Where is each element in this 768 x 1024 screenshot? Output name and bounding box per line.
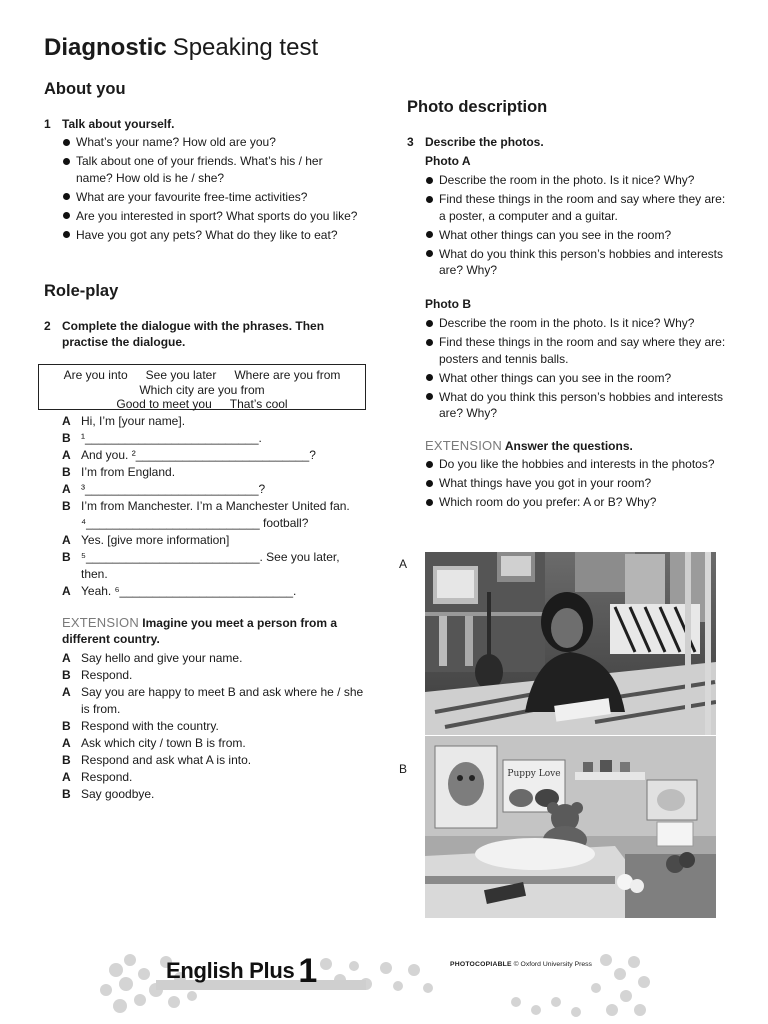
dialogue-text: ⁵__________________________. See you later, then. xyxy=(81,550,340,581)
photo-b-title: Photo B xyxy=(425,297,471,311)
phrase: See you later xyxy=(145,368,217,382)
speaker-label: A xyxy=(62,414,71,428)
photo-b-image xyxy=(425,736,716,918)
title-main: Diagnostic xyxy=(44,34,167,61)
dialogue-line xyxy=(62,430,364,447)
dialogue-line xyxy=(62,583,364,600)
question-text: Complete the dialogue with the phrases. Then practise the dialogue. xyxy=(62,319,325,349)
speaker-label: B xyxy=(62,550,71,564)
bullet-item: What’s your name? How old are you? xyxy=(62,134,362,151)
phrase: Which city are you from xyxy=(139,382,265,397)
dialogue-text: Say hello and give your name. xyxy=(81,651,243,665)
bullet-item: What other things can you see in the room? xyxy=(425,370,730,387)
dialogue-text: Yes. [give more information] xyxy=(81,533,230,547)
phrase-row xyxy=(45,368,359,383)
question-2 xyxy=(44,318,362,350)
dialogue xyxy=(62,413,364,600)
bullet-item: What are your favourite free-time activities? xyxy=(62,189,362,206)
title-sub: Speaking test xyxy=(172,34,319,61)
dialogue-line xyxy=(62,464,364,481)
dialogue-text: Respond. xyxy=(81,770,133,784)
photo-a xyxy=(425,552,716,735)
role-play-heading: Role-play xyxy=(44,282,119,300)
dialogue-line xyxy=(62,735,364,752)
speaker-label: A xyxy=(62,482,71,496)
dialogue-line xyxy=(62,549,364,583)
extension-label: EXTENSION xyxy=(62,615,139,630)
speaker-label: A xyxy=(62,651,71,665)
footer-copyright xyxy=(450,961,592,968)
question-text: Describe the photos. xyxy=(425,135,544,149)
bullet-item: Find these things in the room and say where they are: a poster, a computer and a guitar. xyxy=(425,191,730,224)
speaker-label: A xyxy=(62,685,71,699)
photo-a-image xyxy=(425,552,716,735)
dialogue-line xyxy=(62,532,364,549)
dialogue-text: I’m from England. xyxy=(81,465,176,479)
dialogue-line xyxy=(62,769,364,786)
dialogue-line xyxy=(62,498,364,532)
logo-number: 1 xyxy=(298,952,318,990)
question-1 xyxy=(44,116,364,132)
photo-description-heading: Photo description xyxy=(407,98,548,116)
extension-steps xyxy=(62,650,364,803)
dialogue-text: Hi, I’m [your name]. xyxy=(81,414,186,428)
bullet-item: What do you think this person’s hobbies and interests are? Why? xyxy=(425,246,730,279)
dialogue-line xyxy=(62,667,364,684)
bullet-item: What do you think this person’s hobbies and interests are? Why? xyxy=(425,389,730,422)
question-text: Talk about yourself. xyxy=(62,117,175,131)
question-3 xyxy=(407,134,725,150)
dialogue-text: Say goodbye. xyxy=(81,787,155,801)
dialogue-line xyxy=(62,718,364,735)
dialogue-text: Respond. xyxy=(81,668,133,682)
speaker-label: B xyxy=(62,431,71,445)
bullet-item: Which room do you prefer: A or B? Why? xyxy=(425,494,730,511)
dialogue-line xyxy=(62,786,364,803)
dialogue-text: Yeah. ⁶__________________________. xyxy=(81,584,297,598)
phrase: Are you into xyxy=(63,368,128,382)
speaker-label: B xyxy=(62,668,71,682)
speaker-label: B xyxy=(62,753,71,767)
phrase: That’s cool xyxy=(229,397,288,411)
question-number: 3 xyxy=(407,135,414,149)
dialogue-text: I’m from Manchester. I’m a Manchester United fan. ⁴__________________________ football? xyxy=(81,499,350,530)
dialogue-text: And you. ²__________________________? xyxy=(81,448,316,462)
bullet-item: Talk about one of your friends. What’s his / her name? How old is he / she? xyxy=(62,153,362,186)
dialogue-text: ³__________________________? xyxy=(81,482,266,496)
bullet-item: What other things can you see in the room? xyxy=(425,227,730,244)
page-title xyxy=(44,34,318,62)
question-number: 2 xyxy=(44,319,51,333)
question-number: 1 xyxy=(44,117,51,131)
phrase-row xyxy=(45,397,359,412)
dialogue-line xyxy=(62,447,364,464)
bullet-item: Do you like the hobbies and interests in the photos? xyxy=(425,456,730,473)
dialogue-line xyxy=(62,752,364,769)
speaker-label: A xyxy=(62,736,71,750)
phrase-box xyxy=(38,364,366,410)
bullet-item: What things have you got in your room? xyxy=(425,475,730,492)
dialogue-line xyxy=(62,650,364,667)
dialogue-line xyxy=(62,481,364,498)
extension-label: EXTENSION xyxy=(425,438,502,453)
footer-logo xyxy=(166,952,317,991)
photo-extension xyxy=(425,438,730,455)
dialogue-line xyxy=(62,413,364,430)
speaker-label: A xyxy=(62,584,71,598)
bullet-item: Describe the room in the photo. Is it nice? Why? xyxy=(425,315,730,332)
speaker-label: B xyxy=(62,499,71,513)
photocopiable-label: PHOTOCOPIABLE xyxy=(450,961,512,968)
bullet-item: Describe the room in the photo. Is it nice? Why? xyxy=(425,172,730,189)
dialogue-text: Say you are happy to meet B and ask where he / she is from. xyxy=(81,685,364,716)
photo-b xyxy=(425,736,716,918)
speaker-label: A xyxy=(62,533,71,547)
dialogue-text: Ask which city / town B is from. xyxy=(81,736,246,750)
logo-text: English Plus xyxy=(166,958,295,983)
phrase: Good to meet you xyxy=(116,397,212,411)
photo-a-title: Photo A xyxy=(425,154,471,168)
photo-extension-list xyxy=(425,456,730,513)
role-play-extension xyxy=(62,615,372,647)
dialogue-text: Respond and ask what A is into. xyxy=(81,753,252,767)
speaker-label: A xyxy=(62,448,71,462)
bullet-item: Find these things in the room and say where they are: posters and tennis balls. xyxy=(425,334,730,367)
bullet-item: Have you got any pets? What do they like to eat? xyxy=(62,227,362,244)
bullet-item: Are you interested in sport? What sports do you like? xyxy=(62,208,362,225)
poster-text: Puppy Love xyxy=(507,769,561,779)
speaker-label: A xyxy=(62,770,71,784)
speaker-label: B xyxy=(62,719,71,733)
about-you-heading: About you xyxy=(44,80,126,98)
dialogue-text: ¹__________________________. xyxy=(81,431,262,445)
phrase-row xyxy=(45,383,359,398)
speaker-label: B xyxy=(62,465,71,479)
extension-text: Answer the questions. xyxy=(504,439,633,453)
photo-b-list xyxy=(425,315,730,424)
speaker-label: B xyxy=(62,787,71,801)
phrase: Where are you from xyxy=(234,368,341,382)
dialogue-text: Respond with the country. xyxy=(81,719,219,733)
about-you-list xyxy=(62,134,362,246)
photo-b-label: B xyxy=(399,762,408,776)
photo-a-label: A xyxy=(399,557,408,571)
dialogue-line xyxy=(62,684,364,718)
extension-text: Imagine you meet a person from a different country. xyxy=(62,616,337,646)
photo-a-list xyxy=(425,172,730,281)
copyright-text: © Oxford University Press xyxy=(513,961,592,968)
